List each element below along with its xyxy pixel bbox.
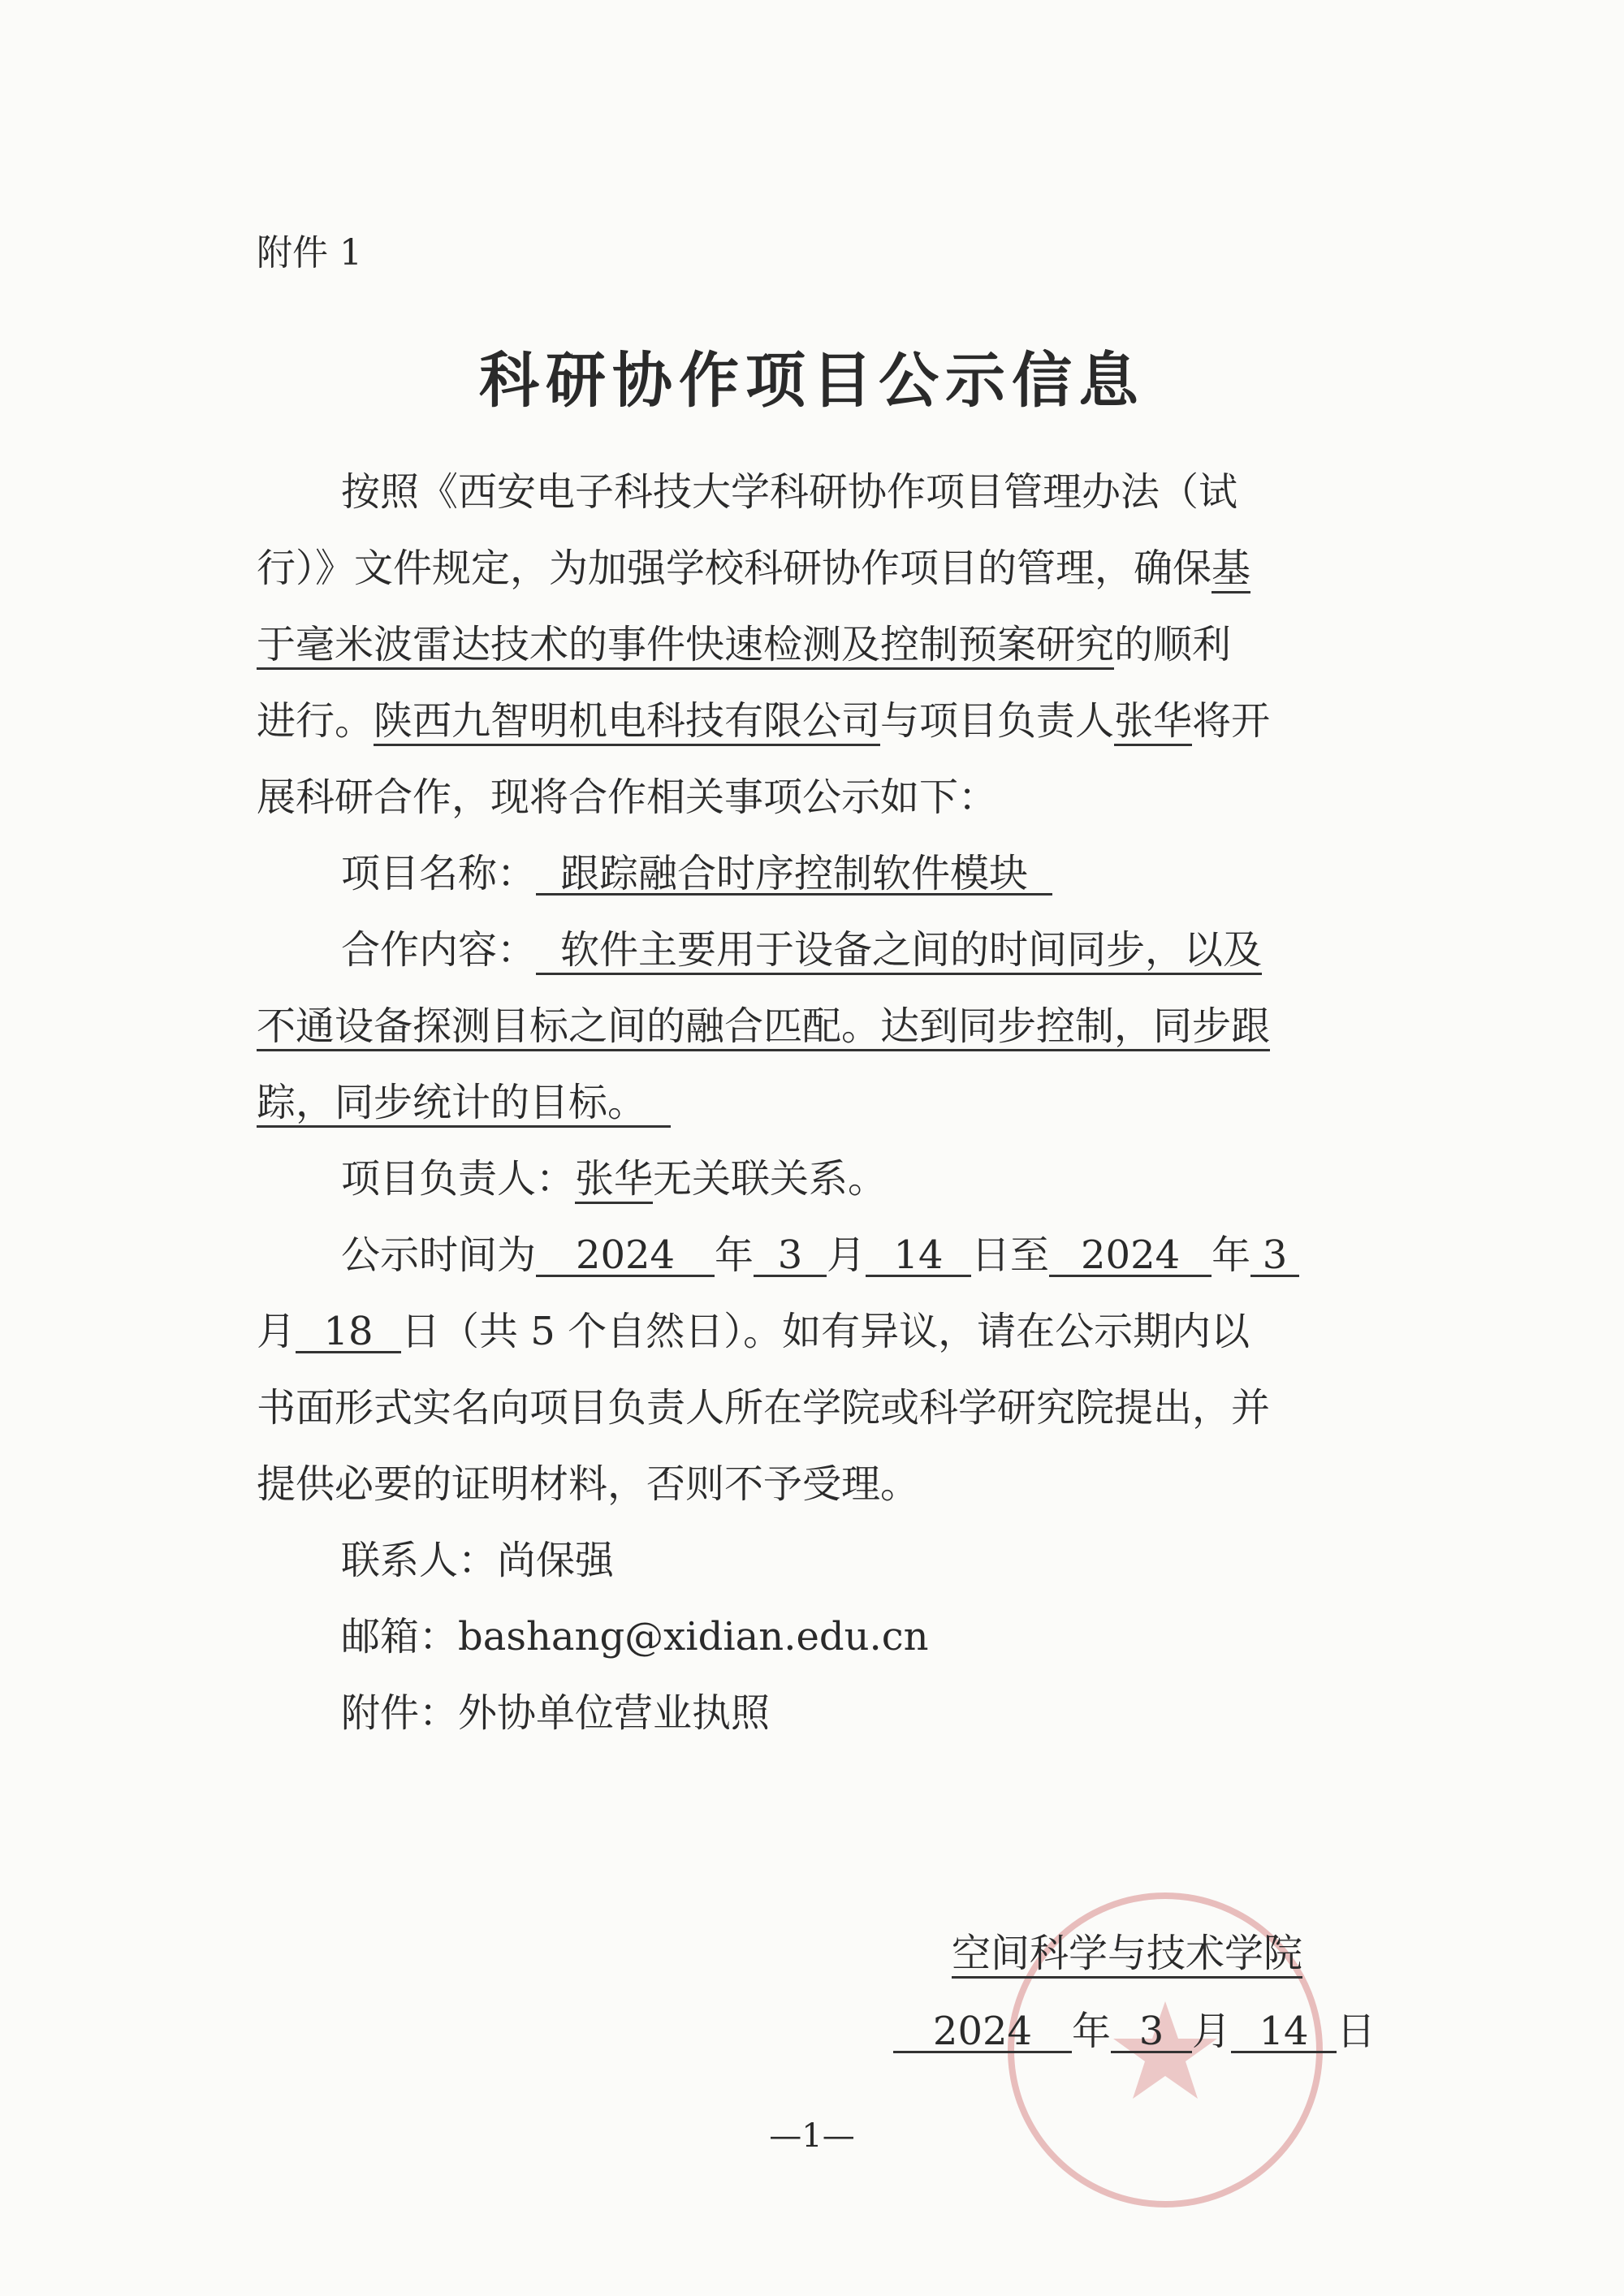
intro-line-1: 按照《西安电子科技大学科研协作项目管理办法（试 — [341, 469, 1238, 515]
end-year: 2024 — [1049, 1236, 1212, 1277]
project-title-underlined: 于毫米波雷达技术的事件快速检测及控制预案研究 — [257, 622, 1114, 670]
month-label: 月 — [827, 1232, 866, 1278]
page-title: 科研协作项目公示信息 — [479, 346, 1145, 416]
cooperation-label: 合作内容： — [341, 927, 537, 973]
period-row — [341, 1232, 1478, 1278]
contact-label: 联系人： — [341, 1538, 498, 1583]
month-label: 月 — [257, 1309, 296, 1354]
period-text: 日（共 5 个自然日）。如有异议，请在公示期内以 — [401, 1309, 1250, 1354]
leader-label: 项目负责人： — [341, 1156, 576, 1202]
project-name-value: 跟踪融合时序控制软件模块 — [536, 854, 1052, 896]
project-title-underlined: 基 — [1212, 546, 1250, 593]
attachment-row — [341, 1690, 1478, 1736]
start-day: 14 — [866, 1236, 971, 1277]
intro-line-2 — [257, 546, 1393, 591]
cooperation-line-3 — [257, 1080, 1393, 1125]
year-label: 年 — [1212, 1232, 1251, 1278]
intro-text: 与项目负责人 — [880, 698, 1115, 744]
day-label: 日至 — [971, 1232, 1050, 1278]
intro-text: 进行。 — [257, 698, 374, 744]
email-value[interactable]: bashang@xidian.edu.cn — [458, 1614, 929, 1659]
month-label: 月 — [1192, 2009, 1232, 2054]
email-label: 邮箱： — [341, 1614, 459, 1659]
day-label: 日 — [1337, 2009, 1376, 2054]
signature-org-row — [952, 1931, 1439, 1976]
attachment-label: 附件 1 — [257, 232, 362, 274]
period-row-3: 书面形式实名向项目负责人所在学院或科学研究院提出，并 — [257, 1385, 1271, 1431]
start-year: 2024 — [536, 1236, 715, 1277]
leader-suffix: 无关联关系。 — [653, 1156, 888, 1202]
company-name: 陕西九智明机电科技有限公司 — [374, 698, 880, 746]
intro-line-3 — [257, 622, 1393, 667]
period-prefix: 公示时间为 — [341, 1232, 537, 1278]
email-row — [341, 1614, 1478, 1659]
cooperation-value: 踪，同步统计的目标。 — [257, 1080, 671, 1128]
year-label: 年 — [1072, 2009, 1112, 2054]
year-label: 年 — [715, 1232, 754, 1278]
intro-text: 的顺利 — [1114, 622, 1232, 667]
intro-line-5: 展科研合作，现将合作相关事项公示如下： — [257, 775, 998, 820]
cooperation-line-2 — [257, 1003, 1393, 1049]
cooperation-row — [341, 927, 1478, 973]
end-day: 18 — [296, 1312, 401, 1353]
signature-day: 14 — [1231, 2012, 1337, 2053]
contact-value: 尚保强 — [497, 1538, 615, 1583]
signature-date-row — [893, 2009, 1462, 2054]
signature-org: 空间科学与技术学院 — [952, 1931, 1302, 1979]
leader-name: 张华 — [1114, 698, 1192, 746]
intro-text: 将开 — [1192, 698, 1271, 744]
project-name-label: 项目名称： — [341, 851, 537, 896]
start-month: 3 — [754, 1236, 827, 1277]
cooperation-value: 软件主要用于设备之间的时间同步，以及 — [536, 927, 1262, 975]
leader-name: 张华 — [575, 1156, 653, 1204]
page-number: —1— — [769, 2117, 855, 2155]
intro-text: 行）》文件规定，为加强学校科研协作项目的管理，确保 — [257, 546, 1212, 591]
signature-year: 2024 — [893, 2012, 1072, 2053]
attachment-item-label: 附件： — [341, 1690, 459, 1736]
period-row-2 — [257, 1309, 1393, 1354]
signature-month: 3 — [1111, 2012, 1192, 2053]
cooperation-value: 不通设备探测目标之间的融合匹配。达到同步控制，同步跟 — [257, 1003, 1270, 1051]
attachment-item-value: 外协单位营业执照 — [458, 1690, 771, 1736]
intro-line-4 — [257, 698, 1393, 744]
end-month: 3 — [1250, 1236, 1299, 1277]
project-name-row — [341, 851, 1478, 896]
leader-row — [341, 1156, 1478, 1202]
contact-row — [341, 1538, 1478, 1583]
period-row-4: 提供必要的证明材料，否则不予受理。 — [257, 1461, 920, 1507]
